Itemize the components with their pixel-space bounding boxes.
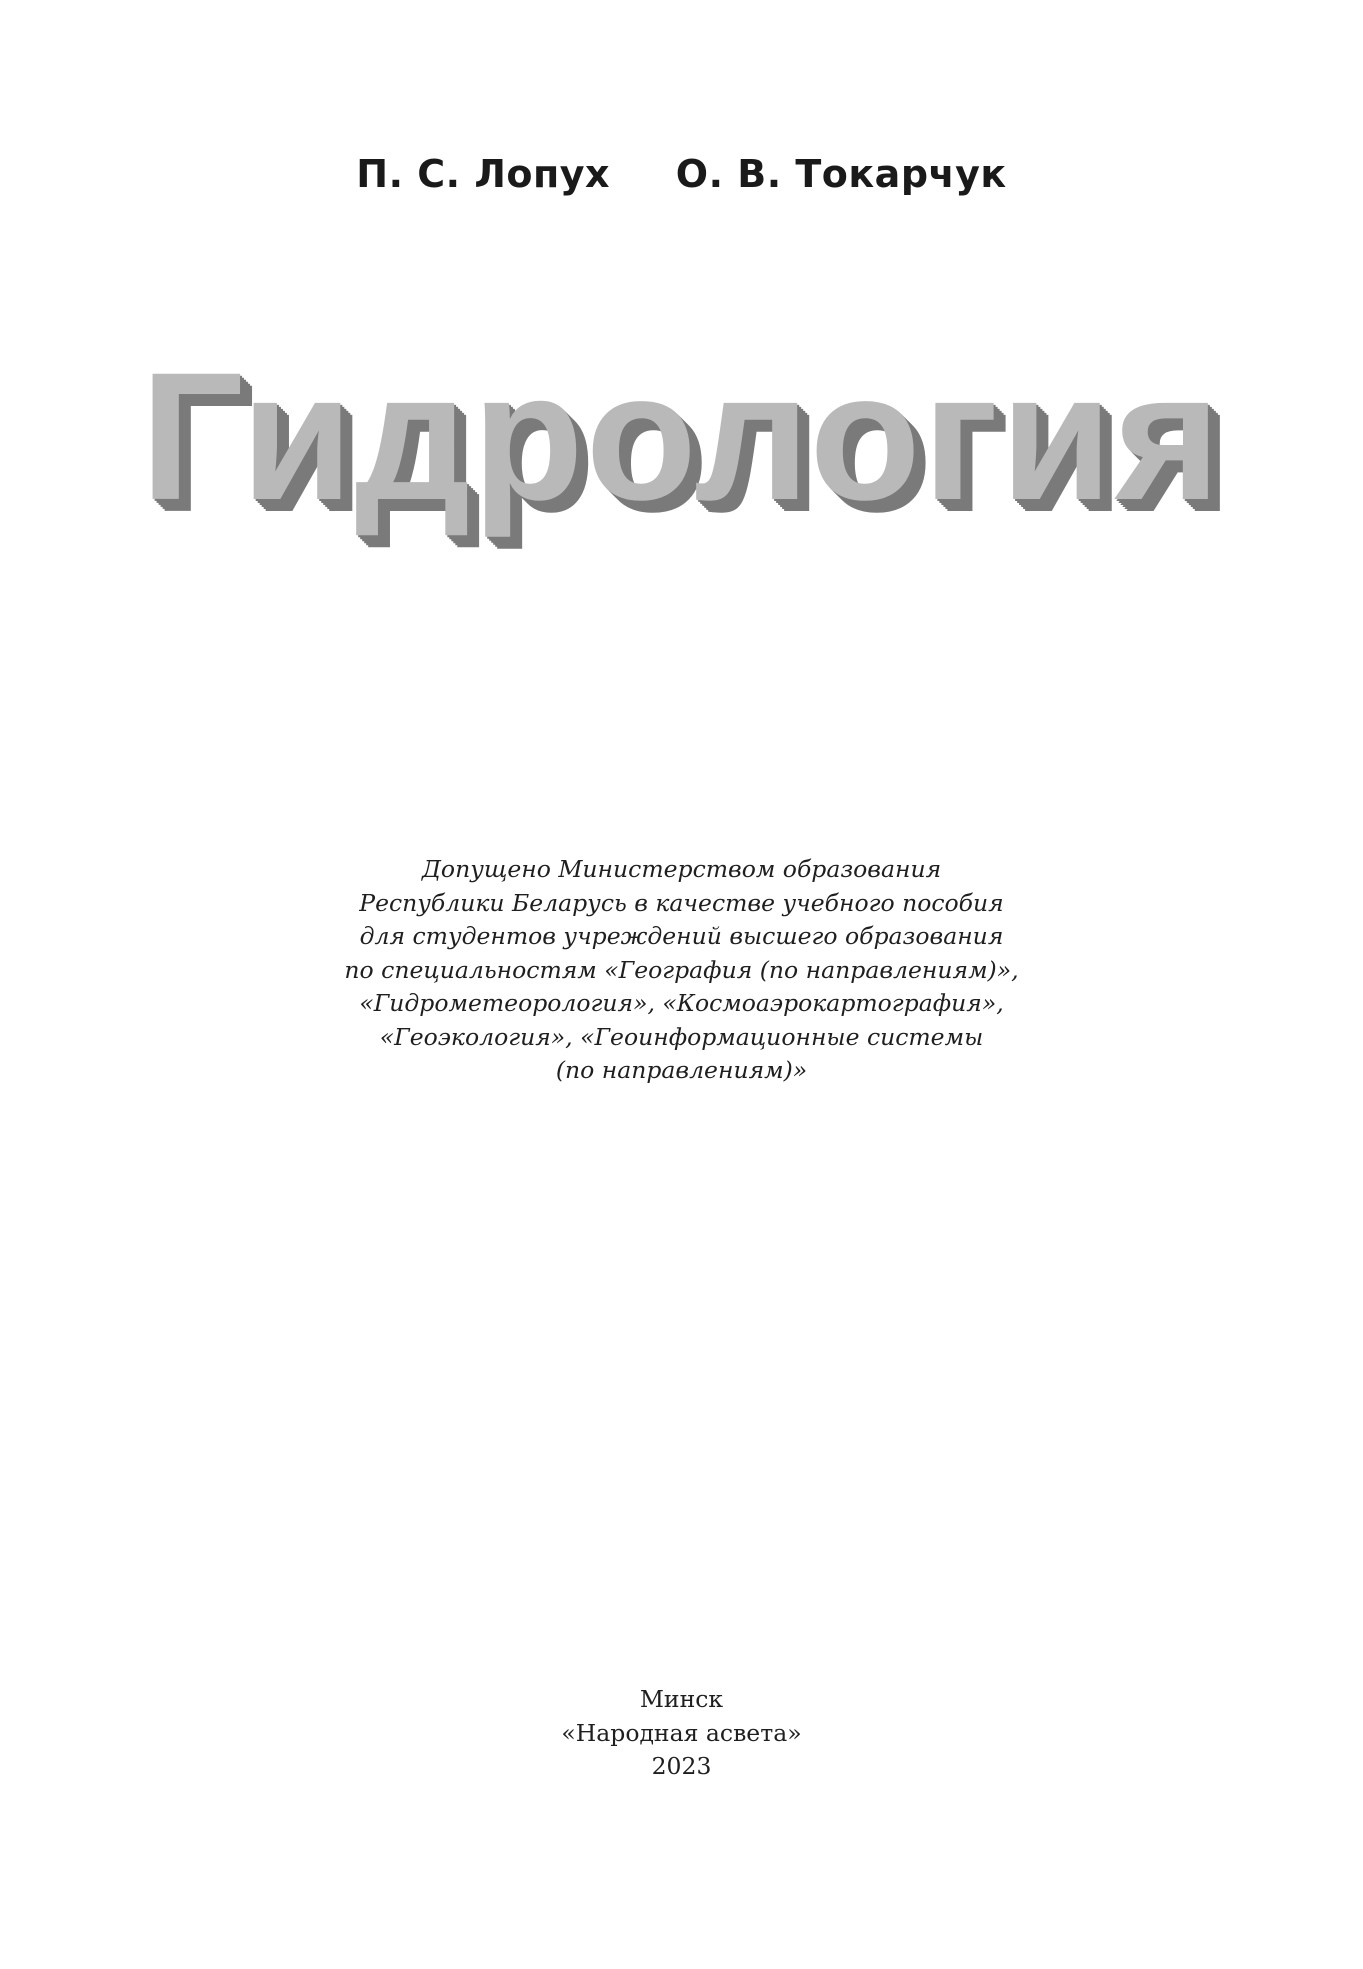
approval-line: для студентов учреждений высшего образования bbox=[359, 922, 1004, 950]
author-name: О. В. Токарчук bbox=[675, 152, 1007, 196]
imprint bbox=[0, 1683, 1363, 1784]
approval-line: Допущено Министерством образования bbox=[421, 855, 942, 883]
approval-line: «Геоэкология», «Геоинформационные системы bbox=[379, 1022, 984, 1051]
authors bbox=[0, 152, 1363, 196]
imprint-publisher: «Народная асвета» bbox=[561, 1718, 802, 1747]
approval-line: Республики Беларусь в качестве учебного пособия bbox=[359, 888, 1004, 917]
approval-line: «Гидрометеорология», «Космоаэрокартография», bbox=[359, 989, 1004, 1017]
approval-statement bbox=[0, 853, 1363, 1088]
imprint-year: 2023 bbox=[651, 1752, 712, 1780]
approval-line: (по направлениям)» bbox=[555, 1056, 808, 1084]
imprint-city: Минск bbox=[639, 1685, 724, 1713]
book-title: Гидрология bbox=[140, 334, 1223, 538]
author-name: П. С. Лопух bbox=[356, 152, 611, 196]
approval-line: по специальностям «География (по направлениям)», bbox=[344, 955, 1019, 984]
